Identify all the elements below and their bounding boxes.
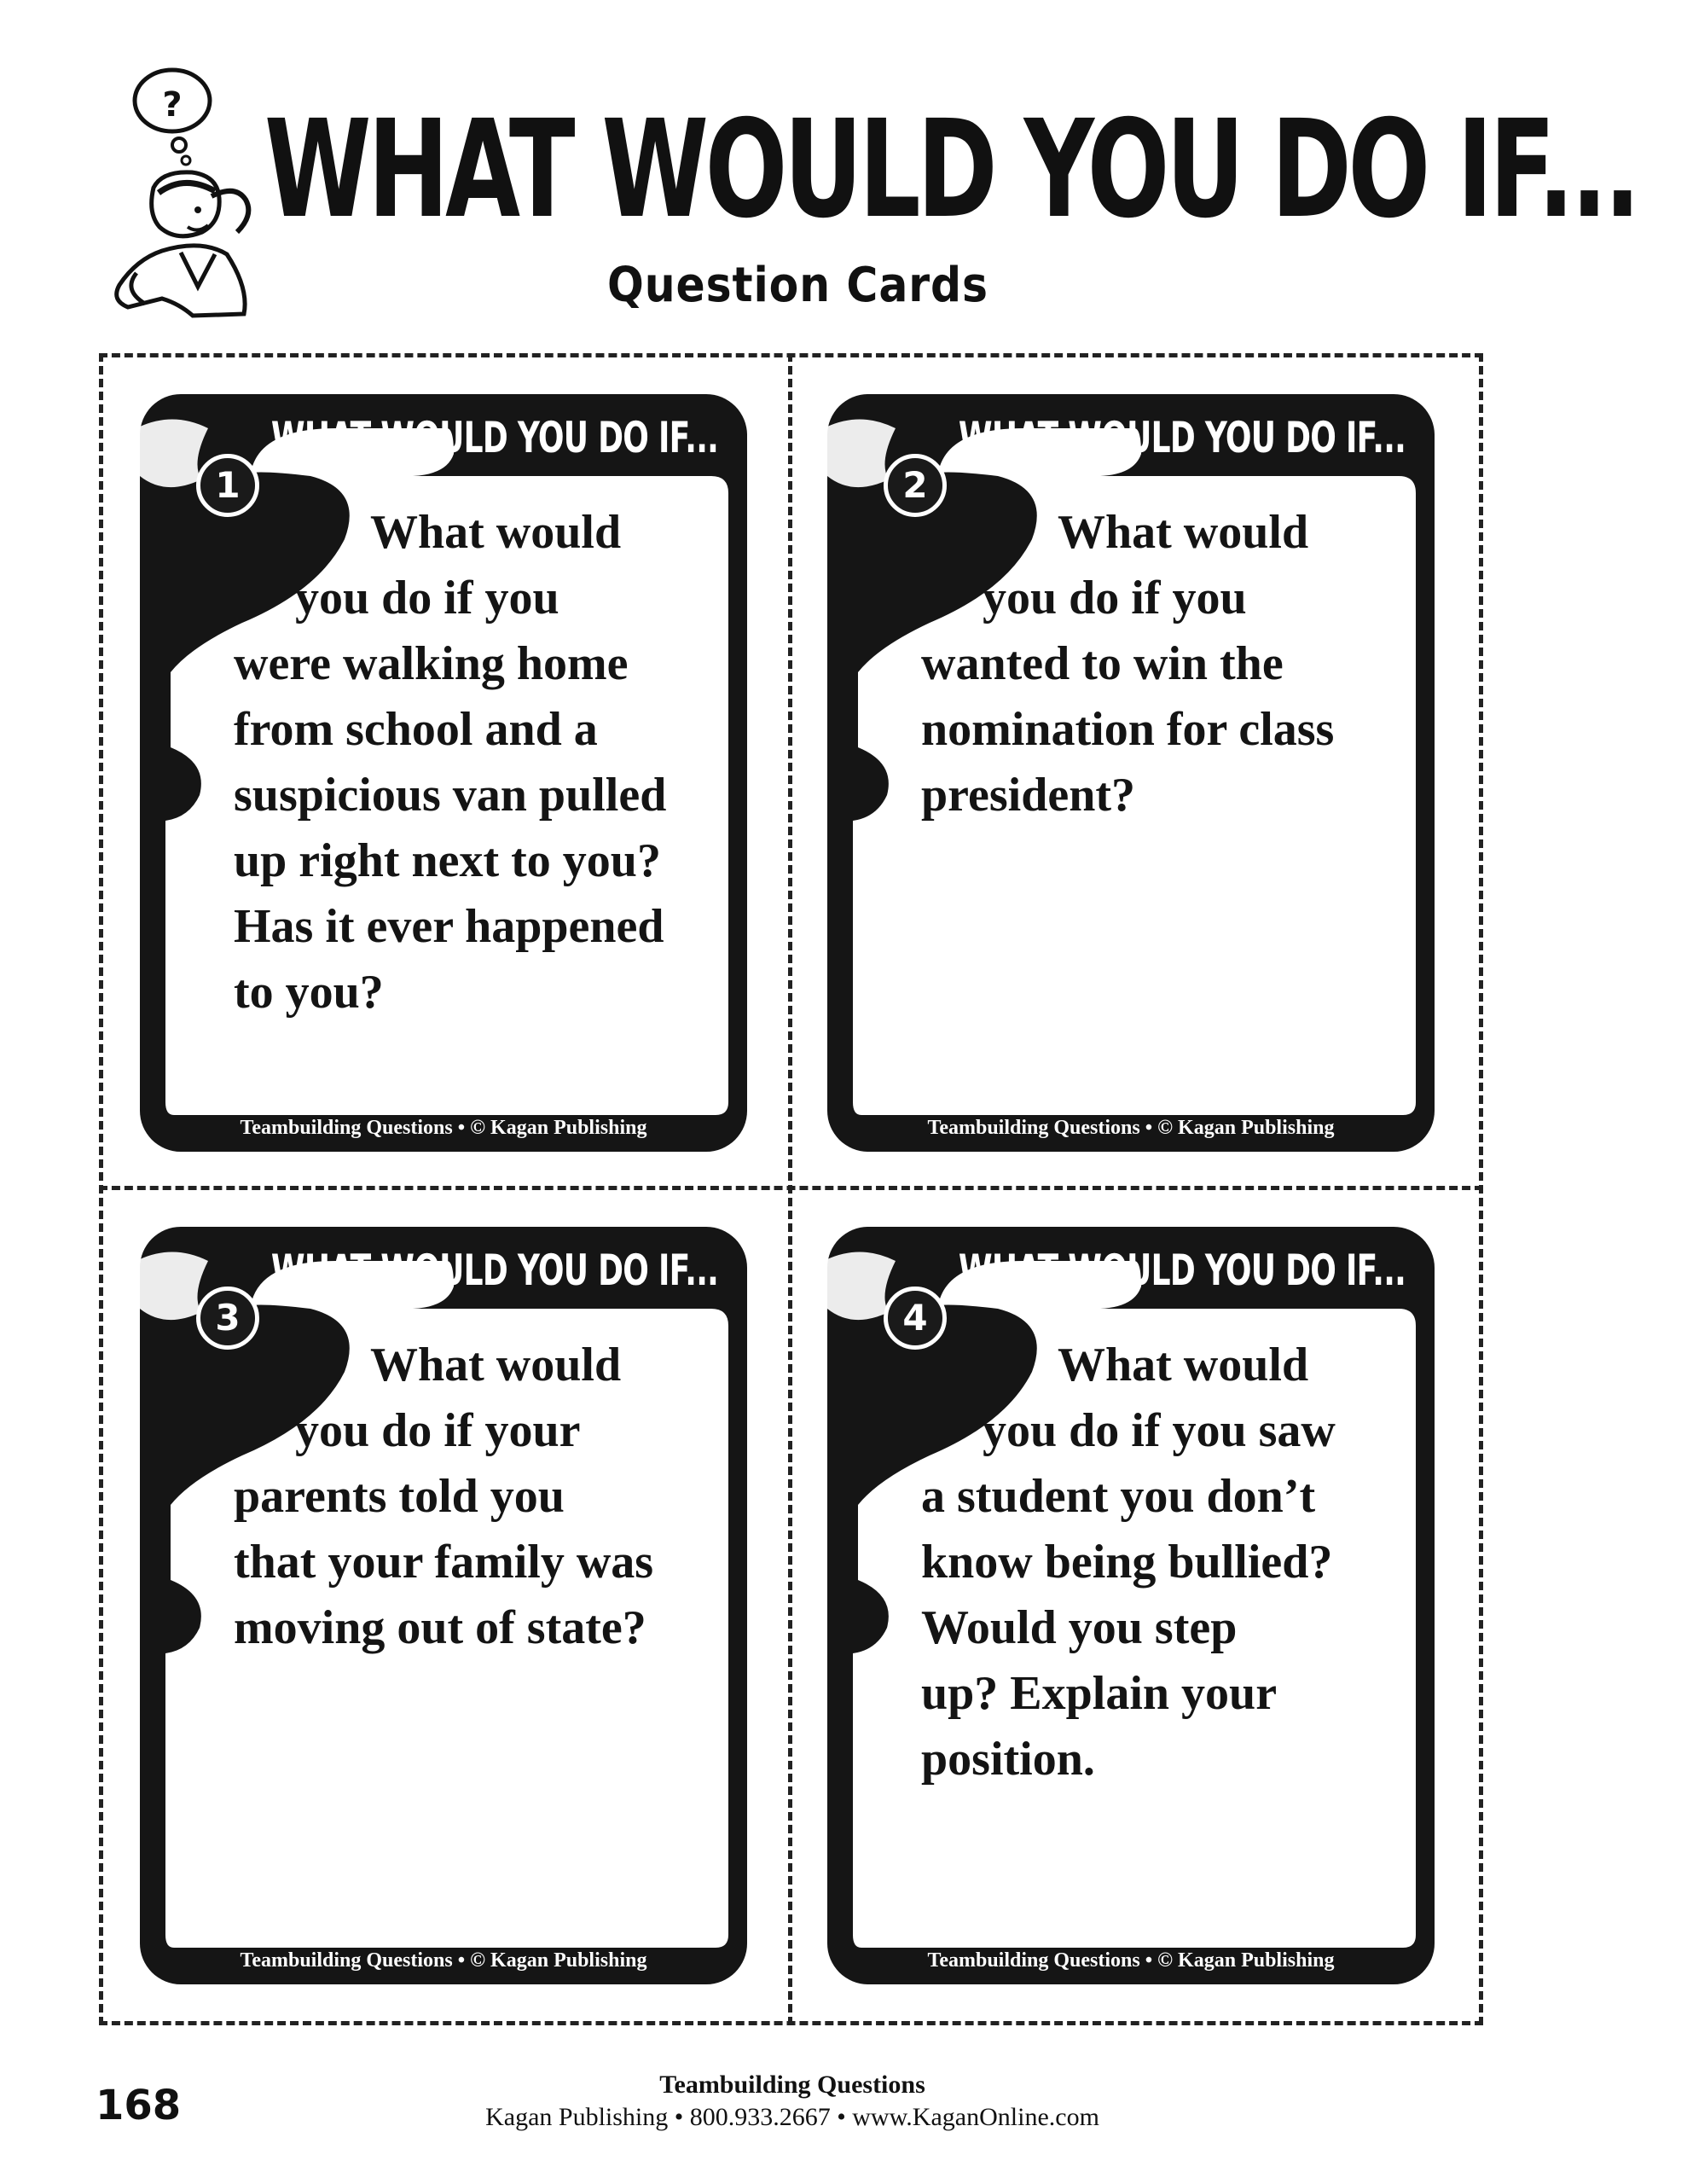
card-header-2: WHAT WOULD YOU DO IF... (958, 413, 1406, 462)
question-card-1 (140, 394, 747, 1152)
question-card-4 (827, 1227, 1435, 1984)
question-line: parents told you (234, 1470, 565, 1523)
card-number-badge-2: 2 (884, 454, 947, 517)
question-line: up right next to you? (234, 834, 661, 887)
page-subtitle: Question Cards (607, 258, 988, 313)
question-line: you do if you (295, 572, 559, 624)
mascot-drawing (102, 60, 264, 324)
card-header-4: WHAT WOULD YOU DO IF... (958, 1246, 1406, 1295)
question-line: you do if you saw (983, 1404, 1336, 1457)
card-number-badge-1: 1 (196, 454, 259, 517)
question-line: moving out of state? (234, 1601, 646, 1654)
question-line: Would you step (921, 1601, 1238, 1654)
card-question-3 (234, 1333, 720, 1661)
question-line: nomination for class (921, 703, 1335, 756)
thought-bubble-question-mark: ? (162, 85, 183, 125)
question-line: What would (370, 1339, 622, 1391)
card-number-badge-4: 4 (884, 1287, 947, 1350)
question-line: What would (370, 506, 622, 559)
question-line: to you? (234, 966, 384, 1019)
card-footer-3: Teambuilding Questions • © Kagan Publishing (240, 1949, 647, 1972)
page-title: WHAT WOULD YOU DO IF... (264, 91, 1638, 248)
page-number: 168 (96, 2082, 182, 2129)
question-line: up? Explain your (921, 1667, 1278, 1720)
footer-book-title: Teambuilding Questions (659, 2071, 925, 2099)
question-line: suspicious van pulled (234, 769, 667, 822)
question-card-2 (827, 394, 1435, 1152)
card-question-1 (234, 500, 720, 1025)
footer-publisher-contact: Kagan Publishing • 800.933.2667 • www.KaganOnline.com (485, 2103, 1099, 2131)
question-line: you do if your (295, 1404, 581, 1457)
question-card-3 (140, 1227, 747, 1984)
question-line: What would (1058, 506, 1309, 559)
thinking-student-illustration (102, 60, 264, 324)
question-line: Has it ever happened (234, 900, 664, 953)
question-line: know being bullied? (921, 1536, 1333, 1589)
question-line: president? (921, 769, 1135, 822)
question-line: that your family was (234, 1536, 654, 1589)
card-question-4 (921, 1333, 1407, 1792)
question-line: What would (1058, 1339, 1309, 1391)
cut-line-center (788, 353, 792, 2025)
question-line: you do if you (983, 572, 1247, 624)
question-line: position. (921, 1733, 1095, 1786)
question-line: wanted to win the (921, 637, 1284, 690)
card-header-3: WHAT WOULD YOU DO IF... (270, 1246, 718, 1295)
cut-line-left (99, 353, 103, 2025)
card-footer-1: Teambuilding Questions • © Kagan Publishing (240, 1117, 647, 1139)
question-line: from school and a (234, 703, 598, 756)
question-line: were walking home (234, 637, 629, 690)
card-number-badge-3: 3 (196, 1287, 259, 1350)
card-question-2 (921, 500, 1407, 828)
card-footer-2: Teambuilding Questions • © Kagan Publishing (927, 1117, 1335, 1139)
card-footer-4: Teambuilding Questions • © Kagan Publishing (927, 1949, 1335, 1972)
question-line: a student you don’t (921, 1470, 1316, 1523)
card-header-1: WHAT WOULD YOU DO IF... (270, 413, 718, 462)
cut-line-right (1479, 353, 1483, 2025)
